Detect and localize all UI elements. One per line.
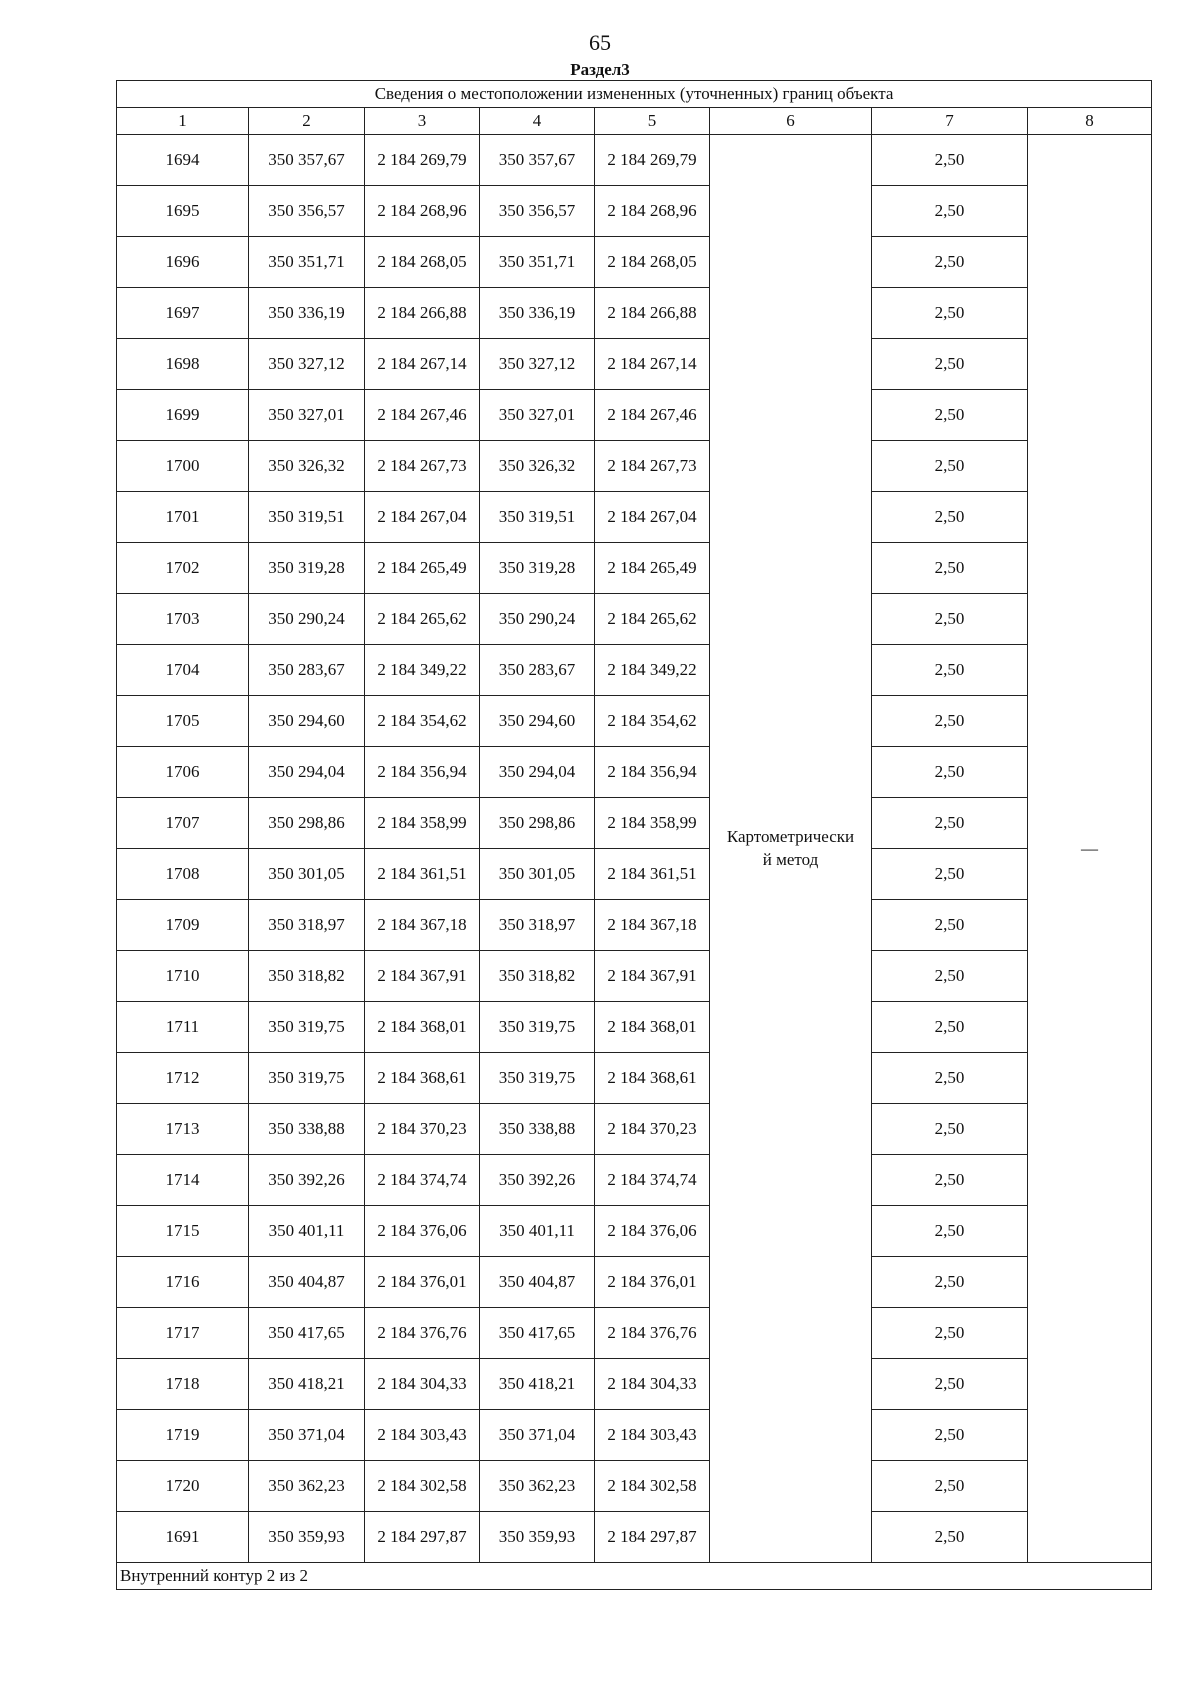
y-old-cell: 2 184 267,46 [365,390,480,441]
y-new-cell: 2 184 374,74 [595,1155,710,1206]
accuracy-cell: 2,50 [872,237,1028,288]
y-new-cell: 2 184 367,91 [595,951,710,1002]
accuracy-cell: 2,50 [872,1053,1028,1104]
accuracy-cell: 2,50 [872,1359,1028,1410]
y-new-cell: 2 184 267,73 [595,441,710,492]
y-new-cell: 2 184 370,23 [595,1104,710,1155]
point-number-cell: 1719 [117,1410,249,1461]
x-old-cell: 350 357,67 [249,135,365,186]
dash-value: — [1081,838,1099,858]
y-old-cell: 2 184 370,23 [365,1104,480,1155]
x-old-cell: 350 418,21 [249,1359,365,1410]
y-new-cell: 2 184 368,61 [595,1053,710,1104]
accuracy-cell: 2,50 [872,492,1028,543]
accuracy-cell: 2,50 [872,798,1028,849]
x-new-cell: 350 338,88 [480,1104,595,1155]
table-row [117,798,1152,849]
x-old-cell: 350 338,88 [249,1104,365,1155]
accuracy-cell: 2,50 [872,594,1028,645]
x-old-cell: 350 326,32 [249,441,365,492]
y-new-cell: 2 184 267,04 [595,492,710,543]
column-header: 4 [480,108,595,135]
x-new-cell: 350 401,11 [480,1206,595,1257]
accuracy-cell: 2,50 [872,747,1028,798]
y-old-cell: 2 184 368,61 [365,1053,480,1104]
y-new-cell: 2 184 269,79 [595,135,710,186]
method-line: й метод [762,849,819,869]
table-row [117,186,1152,237]
column-header: 2 [249,108,365,135]
x-new-cell: 350 359,93 [480,1512,595,1563]
accuracy-cell: 2,50 [872,339,1028,390]
footer-note: Внутренний контур 2 из 2 [117,1563,1152,1590]
y-old-cell: 2 184 304,33 [365,1359,480,1410]
x-old-cell: 350 319,51 [249,492,365,543]
y-new-cell: 2 184 297,87 [595,1512,710,1563]
y-new-cell: 2 184 376,76 [595,1308,710,1359]
method-cell [710,135,872,1563]
table-row [117,1002,1152,1053]
column-header: 5 [595,108,710,135]
x-new-cell: 350 318,82 [480,951,595,1002]
x-old-cell: 350 404,87 [249,1257,365,1308]
table-row [117,1104,1152,1155]
table-caption: Сведения о местоположении измененных (уточненных) границ объекта [117,81,1152,108]
section-title: Раздел3 [570,60,630,79]
x-new-cell: 350 357,67 [480,135,595,186]
y-old-cell: 2 184 267,14 [365,339,480,390]
x-old-cell: 350 336,19 [249,288,365,339]
accuracy-cell: 2,50 [872,951,1028,1002]
table-row [117,492,1152,543]
table-row [117,645,1152,696]
table-row [117,543,1152,594]
accuracy-cell: 2,50 [872,1461,1028,1512]
x-old-cell: 350 362,23 [249,1461,365,1512]
y-new-cell: 2 184 265,62 [595,594,710,645]
x-new-cell: 350 319,28 [480,543,595,594]
x-old-cell: 350 371,04 [249,1410,365,1461]
x-new-cell: 350 294,60 [480,696,595,747]
x-old-cell: 350 318,82 [249,951,365,1002]
y-old-cell: 2 184 268,96 [365,186,480,237]
accuracy-cell: 2,50 [872,645,1028,696]
column-header: 7 [872,108,1028,135]
x-new-cell: 350 336,19 [480,288,595,339]
table-row [117,1308,1152,1359]
table-row [117,1512,1152,1563]
column-number-row [117,108,1152,135]
y-new-cell: 2 184 266,88 [595,288,710,339]
point-number-cell: 1691 [117,1512,249,1563]
x-old-cell: 350 318,97 [249,900,365,951]
x-old-cell: 350 283,67 [249,645,365,696]
accuracy-cell: 2,50 [872,543,1028,594]
x-new-cell: 350 319,75 [480,1053,595,1104]
point-number-cell: 1709 [117,900,249,951]
accuracy-cell: 2,50 [872,390,1028,441]
y-new-cell: 2 184 356,94 [595,747,710,798]
x-old-cell: 350 319,75 [249,1002,365,1053]
point-number-cell: 1696 [117,237,249,288]
point-number-cell: 1711 [117,1002,249,1053]
accuracy-cell: 2,50 [872,1308,1028,1359]
table-row [117,696,1152,747]
y-new-cell: 2 184 265,49 [595,543,710,594]
x-new-cell: 350 351,71 [480,237,595,288]
accuracy-cell: 2,50 [872,135,1028,186]
point-number-cell: 1720 [117,1461,249,1512]
y-old-cell: 2 184 367,18 [365,900,480,951]
table-row [117,1410,1152,1461]
x-old-cell: 350 356,57 [249,186,365,237]
point-number-cell: 1697 [117,288,249,339]
accuracy-cell: 2,50 [872,1257,1028,1308]
y-old-cell: 2 184 268,05 [365,237,480,288]
y-new-cell: 2 184 376,06 [595,1206,710,1257]
accuracy-cell: 2,50 [872,1104,1028,1155]
column-header: 6 [710,108,872,135]
y-new-cell: 2 184 358,99 [595,798,710,849]
y-new-cell: 2 184 368,01 [595,1002,710,1053]
y-old-cell: 2 184 269,79 [365,135,480,186]
column-header: 1 [117,108,249,135]
y-old-cell: 2 184 302,58 [365,1461,480,1512]
x-new-cell: 350 404,87 [480,1257,595,1308]
y-old-cell: 2 184 265,62 [365,594,480,645]
table-row [117,441,1152,492]
y-old-cell: 2 184 376,76 [365,1308,480,1359]
y-old-cell: 2 184 376,06 [365,1206,480,1257]
point-number-cell: 1705 [117,696,249,747]
point-number-cell: 1700 [117,441,249,492]
point-number-cell: 1714 [117,1155,249,1206]
x-old-cell: 350 319,28 [249,543,365,594]
y-old-cell: 2 184 267,04 [365,492,480,543]
accuracy-cell: 2,50 [872,1410,1028,1461]
x-new-cell: 350 417,65 [480,1308,595,1359]
x-old-cell: 350 392,26 [249,1155,365,1206]
x-old-cell: 350 298,86 [249,798,365,849]
y-new-cell: 2 184 354,62 [595,696,710,747]
y-new-cell: 2 184 303,43 [595,1410,710,1461]
table-row [117,339,1152,390]
point-number-cell: 1706 [117,747,249,798]
x-new-cell: 350 298,86 [480,798,595,849]
point-number-cell: 1703 [117,594,249,645]
x-old-cell: 350 327,01 [249,390,365,441]
point-number-cell: 1716 [117,1257,249,1308]
x-old-cell: 350 359,93 [249,1512,365,1563]
page-number: 65 [589,30,611,55]
y-old-cell: 2 184 297,87 [365,1512,480,1563]
x-new-cell: 350 294,04 [480,747,595,798]
table-row [117,390,1152,441]
accuracy-cell: 2,50 [872,288,1028,339]
y-new-cell: 2 184 268,96 [595,186,710,237]
accuracy-cell: 2,50 [872,1155,1028,1206]
x-old-cell: 350 319,75 [249,1053,365,1104]
x-new-cell: 350 327,01 [480,390,595,441]
y-new-cell: 2 184 267,46 [595,390,710,441]
y-old-cell: 2 184 267,73 [365,441,480,492]
method-line: Картометрически [726,826,855,846]
x-new-cell: 350 356,57 [480,186,595,237]
table-row [117,1053,1152,1104]
y-old-cell: 2 184 361,51 [365,849,480,900]
point-number-cell: 1702 [117,543,249,594]
table-row [117,1359,1152,1410]
point-number-cell: 1717 [117,1308,249,1359]
x-new-cell: 350 283,67 [480,645,595,696]
x-new-cell: 350 371,04 [480,1410,595,1461]
accuracy-cell: 2,50 [872,696,1028,747]
x-new-cell: 350 392,26 [480,1155,595,1206]
x-old-cell: 350 417,65 [249,1308,365,1359]
y-new-cell: 2 184 349,22 [595,645,710,696]
y-new-cell: 2 184 376,01 [595,1257,710,1308]
x-old-cell: 350 401,11 [249,1206,365,1257]
table-row [117,900,1152,951]
y-new-cell: 2 184 304,33 [595,1359,710,1410]
x-new-cell: 350 319,51 [480,492,595,543]
point-number-cell: 1712 [117,1053,249,1104]
point-number-cell: 1713 [117,1104,249,1155]
y-old-cell: 2 184 354,62 [365,696,480,747]
table-row [117,237,1152,288]
accuracy-cell: 2,50 [872,900,1028,951]
y-new-cell: 2 184 268,05 [595,237,710,288]
point-number-cell: 1699 [117,390,249,441]
y-old-cell: 2 184 266,88 [365,288,480,339]
point-number-cell: 1704 [117,645,249,696]
table-row [117,135,1152,186]
x-new-cell: 350 418,21 [480,1359,595,1410]
point-number-cell: 1698 [117,339,249,390]
x-old-cell: 350 351,71 [249,237,365,288]
point-number-cell: 1708 [117,849,249,900]
accuracy-cell: 2,50 [872,1002,1028,1053]
x-old-cell: 350 294,04 [249,747,365,798]
accuracy-cell: 2,50 [872,186,1028,237]
x-old-cell: 350 327,12 [249,339,365,390]
y-new-cell: 2 184 361,51 [595,849,710,900]
y-old-cell: 2 184 358,99 [365,798,480,849]
x-old-cell: 350 301,05 [249,849,365,900]
x-new-cell: 350 319,75 [480,1002,595,1053]
table-row [117,849,1152,900]
y-old-cell: 2 184 349,22 [365,645,480,696]
table-body [117,135,1152,1563]
y-new-cell: 2 184 267,14 [595,339,710,390]
x-new-cell: 350 318,97 [480,900,595,951]
x-old-cell: 350 294,60 [249,696,365,747]
y-new-cell: 2 184 302,58 [595,1461,710,1512]
y-old-cell: 2 184 368,01 [365,1002,480,1053]
y-old-cell: 2 184 303,43 [365,1410,480,1461]
x-new-cell: 350 362,23 [480,1461,595,1512]
table-row [117,1155,1152,1206]
table-row [117,951,1152,1002]
accuracy-cell: 2,50 [872,849,1028,900]
y-new-cell: 2 184 367,18 [595,900,710,951]
table-row [117,1257,1152,1308]
x-old-cell: 350 290,24 [249,594,365,645]
table-row [117,747,1152,798]
column-header: 8 [1028,108,1152,135]
point-number-cell: 1715 [117,1206,249,1257]
y-old-cell: 2 184 374,74 [365,1155,480,1206]
accuracy-cell: 2,50 [872,1512,1028,1563]
y-old-cell: 2 184 265,49 [365,543,480,594]
table-row [117,1461,1152,1512]
x-new-cell: 350 290,24 [480,594,595,645]
column-header: 3 [365,108,480,135]
table-row [117,288,1152,339]
table-row [117,1206,1152,1257]
x-new-cell: 350 327,12 [480,339,595,390]
y-old-cell: 2 184 376,01 [365,1257,480,1308]
x-new-cell: 350 326,32 [480,441,595,492]
x-new-cell: 350 301,05 [480,849,595,900]
column8-dash-cell [1028,135,1152,1563]
table-row [117,594,1152,645]
y-old-cell: 2 184 367,91 [365,951,480,1002]
coordinates-table [116,80,1152,1590]
accuracy-cell: 2,50 [872,441,1028,492]
point-number-cell: 1701 [117,492,249,543]
point-number-cell: 1695 [117,186,249,237]
point-number-cell: 1710 [117,951,249,1002]
point-number-cell: 1718 [117,1359,249,1410]
accuracy-cell: 2,50 [872,1206,1028,1257]
point-number-cell: 1694 [117,135,249,186]
point-number-cell: 1707 [117,798,249,849]
y-old-cell: 2 184 356,94 [365,747,480,798]
